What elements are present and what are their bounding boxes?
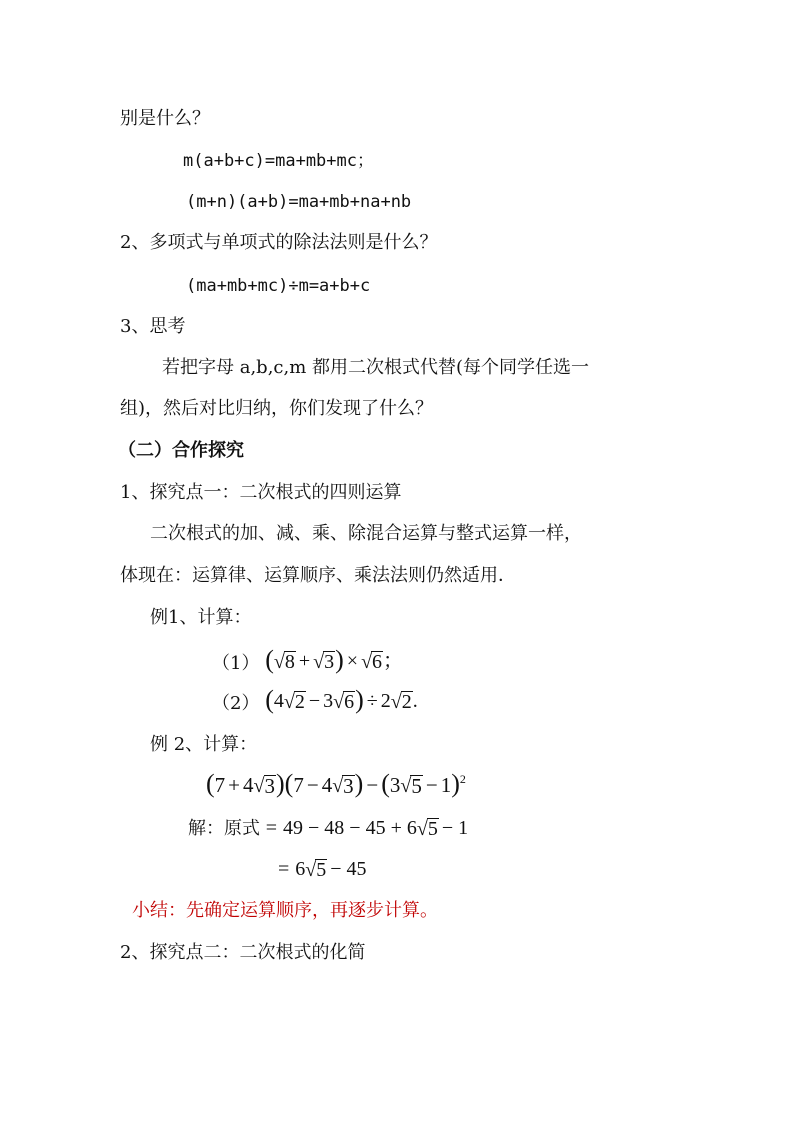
item-label: （2） (212, 693, 260, 714)
sqrt-term: √ 6 (361, 650, 383, 673)
sqrt-term: √ 2 (390, 690, 412, 713)
paragraph-line: 组)，然后对比归纳，你们发现了什么？ (120, 398, 434, 419)
text-line: 别是什么？ (120, 108, 210, 129)
exponent: 2 (459, 772, 466, 786)
section-heading: （二）合作探究 (118, 440, 244, 461)
sqrt-term: √ 3 (313, 650, 335, 673)
paragraph-line: 二次根式的加、减、乘、除混合运算与整式运算一样， (150, 523, 582, 544)
math-expression: = 49 − 48 − 45 + 6 √ 5 − 1 (265, 817, 469, 840)
summary-note: 小结：先确定运算顺序，再逐步计算。 (132, 900, 438, 921)
question-3: 3、思考 (120, 316, 186, 337)
math-expression: = 6 √ 5 − 45 (278, 858, 367, 881)
paragraph-line: 体现在：运算律、运算顺序、乘法法则仍然适用． (120, 565, 516, 586)
example-1-heading: 例1、计算： (150, 607, 252, 628)
example-2-expression (206, 769, 466, 801)
formula-division: (ma+mb+mc)÷m=a+b+c (186, 276, 371, 296)
sqrt-term: √ 2 (283, 690, 305, 713)
solution-line-1 (188, 815, 471, 842)
solution-line-2 (278, 856, 370, 883)
sqrt-term: √ 8 (273, 650, 295, 673)
math-expression: ( √ 8 + √ 3 ) × √ 6 ； (265, 645, 404, 674)
sqrt-term: √ 3 (253, 773, 275, 798)
sqrt-term: √ 5 (416, 817, 438, 840)
sqrt-term: √ 3 (332, 773, 354, 798)
example-1b (212, 685, 418, 717)
sqrt-term: √ 5 (400, 773, 422, 798)
math-expression: ( 4 √ 2 − 3 √ 6 ) ÷ 2 √ 2 . (265, 685, 418, 714)
solution-label: 解：原式 (188, 818, 260, 839)
example-1a (212, 645, 404, 677)
math-expression: ( 7 + 4 √ 3 ) ( 7 − 4 √ 3 ) − ( 3 √ 5 − 1 ) 2 (206, 772, 466, 798)
paragraph-line: 若把字母 a,b,c,m 都用二次根式代替(每个同学任选一 (162, 357, 590, 378)
question-2: 2、多项式与单项式的除法法则是什么？ (120, 232, 438, 253)
subsection-heading: 2、探究点二：二次根式的化简 (120, 942, 366, 963)
formula-binomial: (m+n)(a+b)=ma+mb+na+nb (186, 192, 412, 212)
sqrt-term: √ 5 (305, 858, 327, 881)
item-label: （1） (212, 653, 260, 674)
subsection-heading: 1、探究点一：二次根式的四则运算 (120, 482, 402, 503)
example-2-heading: 例 2、计算： (150, 734, 258, 755)
formula-distributive: m(a+b+c)=ma+mb+mc； (183, 151, 374, 171)
sqrt-term: √ 6 (333, 690, 355, 713)
